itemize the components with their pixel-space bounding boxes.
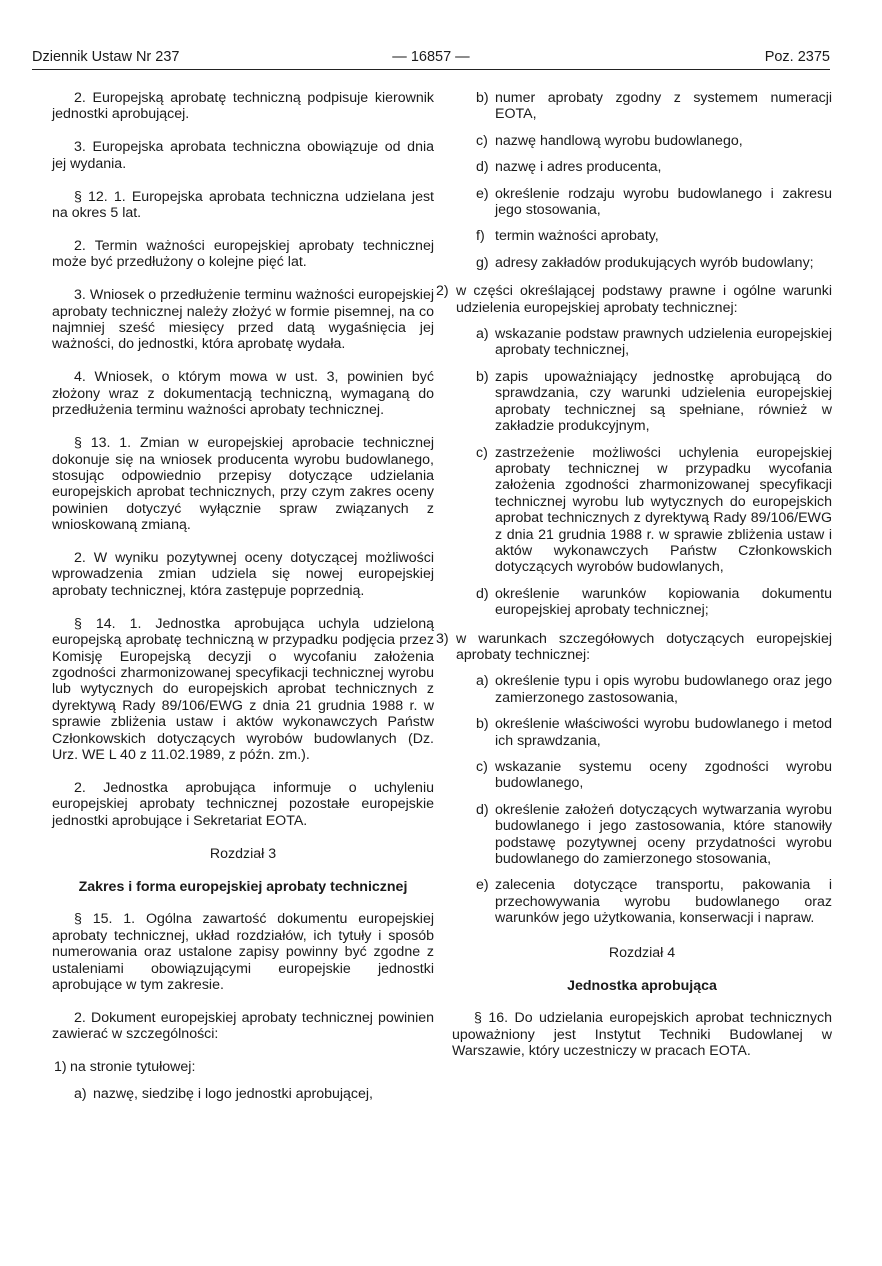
list-item: [476, 186, 832, 219]
list-item: [476, 326, 832, 359]
position-number: Poz. 2375: [764, 49, 830, 65]
list-label: f): [476, 228, 485, 245]
list-text: nazwę, siedzibę i logo jednostki aprobującej,: [93, 1085, 373, 1102]
right-column: [436, 90, 832, 1076]
list-item: [476, 802, 832, 868]
list-text: termin ważności aprobaty,: [495, 228, 659, 245]
list-text: określenie typu i opis wyrobu budowlanego oraz jego zamierzonego zastosowania,: [495, 673, 832, 706]
list-item: [436, 283, 832, 316]
page-header: [32, 49, 830, 70]
chapter-3-title: Zakres i forma europejskiej aprobaty technicznej: [78, 878, 408, 895]
paragraph: 2. Dokument europejskiej aprobaty technicznej powinien zawierać w szczególności:: [52, 1009, 434, 1043]
list-label: a): [476, 673, 489, 690]
section-12-paragraph: § 12. 1. Europejska aprobata techniczna udzielana jest na okres 5 lat.: [52, 188, 434, 222]
list-text: określenie założeń dotyczących wytwarzania wyrobu budowlanego i jego zastosowania, które stanowiły podstawę pozytywnej oceny przydatności wyrobu budowlanego do zamierzonego stosowania,: [495, 801, 832, 868]
list-text: na stronie tytułowej:: [70, 1059, 196, 1076]
list-label: d): [476, 585, 489, 602]
chapter-4-title: Jednostka aprobująca: [567, 977, 717, 994]
list-text: wskazanie systemu oceny zgodności wyrobu budowlanego,: [495, 759, 832, 792]
list-item: [476, 877, 832, 926]
paragraph: 2. Termin ważności europejskiej aprobaty technicznej może być przedłużony o kolejne pięć lat.: [52, 237, 434, 271]
list-item: [476, 369, 832, 435]
list-label: g): [476, 254, 489, 271]
list-label: e): [476, 185, 489, 202]
list-label: d): [476, 801, 489, 818]
list-label: d): [476, 159, 489, 176]
list-text: zapis upoważniający jednostkę aprobującą do sprawdzania, czy warunki udzielenia europejskiej aprobaty technicznej są spełniane, również w zakładzie produkcyjnym,: [495, 368, 832, 435]
list-item: [476, 159, 832, 175]
list-text: nazwę handlową wyrobu budowlanego,: [495, 132, 743, 149]
paragraph: 3. Europejska aprobata techniczna obowiązuje od dnia jej wydania.: [52, 139, 434, 172]
list-item: [476, 255, 832, 271]
list-text: w części określającej podstawy prawne i ogólne warunki udzielenia europejskiej aprobaty technicznej:: [456, 283, 832, 316]
list-label: b): [476, 368, 489, 385]
list-label: c): [476, 759, 488, 775]
list-item: [74, 1086, 434, 1102]
paragraph: 3. Wniosek o przedłużenie terminu ważności europejskiej aprobaty technicznej należy złożyć w formie pisemnej, na co najmniej sześć miesięcy przed datą wygaśnięcia jej ważności, do jednostki, która aprobatę wydała.: [52, 287, 434, 353]
list-item: [476, 759, 832, 792]
section-14-paragraph: § 14. 1. Jednostka aprobująca uchyla udzieloną europejską aprobatę techniczną w przypadku podjęcia przez Komisję Europejską decyzji o wycofaniu założenia zgodności zharmonizowanej specyfikacji technicznej wyrobu lub wytycznych do europejskich aprobat technicznych z dyrektywą Rady 89/106/EWG z dnia 21 grudnia 1988 r. w sprawie zbliżenia ustaw i aktów wykonawczych Państw Członkowskich dotyczących wyrobów budowlanych (Dz. Urz. WE L 40 z 11.02.1989, z późn. zm.).: [52, 615, 434, 763]
left-column: [52, 90, 434, 1112]
list-label: a): [476, 326, 489, 343]
list-label: e): [476, 877, 489, 894]
journal-title: Dziennik Ustaw Nr 237: [32, 49, 180, 65]
chapter-4-heading: Rozdział 4: [608, 944, 676, 961]
list-item: [476, 445, 832, 576]
list-text: określenie właściwości wyrobu budowlanego i metod ich sprawdzania,: [495, 716, 832, 749]
list-item: [476, 133, 832, 149]
list-text: w warunkach szczegółowych dotyczących europejskiej aprobaty technicznej:: [456, 630, 832, 663]
list-label: a): [74, 1085, 87, 1102]
list-label: b): [476, 90, 489, 106]
section-13-paragraph: § 13. 1. Zmian w europejskiej aprobacie technicznej dokonuje się na wniosek producenta wyrobu budowlanego, stosując odpowiednio przepisy dotyczące udzielania europejskich aprobat technicznych, przy czym zakres oceny powinien dotyczyć wyłącznie spraw związanych z wnioskowaną zmianą.: [52, 435, 434, 534]
list-label: c): [476, 132, 488, 149]
list-item: [476, 586, 832, 619]
list-text: nazwę i adres producenta,: [495, 159, 662, 176]
section-16-paragraph: § 16. Do udzielania europejskich aprobat technicznych upoważniony jest Instytut Techniki Budowlanej w Warszawie, który uczestniczy w pracach EOTA.: [452, 1010, 832, 1060]
list-label: 1): [54, 1059, 67, 1076]
paragraph: 2. W wyniku pozytywnej oceny dotyczącej możliwości wprowadzenia zmian udziela się nowej europejskiej aprobaty technicznej, która zastępuje poprzednią.: [52, 550, 434, 599]
paragraph: 2. Europejską aprobatę techniczną podpisuje kierownik jednostki aprobującej.: [52, 90, 434, 123]
list-text: wskazanie podstaw prawnych udzielenia europejskiej aprobaty technicznej,: [495, 326, 832, 359]
list-label: 3): [436, 630, 449, 647]
list-item: [476, 673, 832, 706]
list-label: c): [476, 444, 488, 461]
list-text: określenie rodzaju wyrobu budowlanego i zakresu jego stosowania,: [495, 185, 832, 219]
list-item: [436, 631, 832, 664]
chapter-3-heading: Rozdział 3: [209, 845, 277, 862]
paragraph: 2. Jednostka aprobująca informuje o uchyleniu europejskiej aprobaty technicznej pozostałe europejskie jednostki aprobujące i Sekretariat EOTA.: [52, 779, 434, 829]
list-item: [476, 90, 832, 123]
page-number: — 16857 —: [392, 49, 470, 65]
section-15-paragraph: § 15. 1. Ogólna zawartość dokumentu europejskiej aprobaty technicznej, układ rozdziałów, ich tytuły i sposób numerowania oraz ustalone zapisy powinny być zgodne z ustaleniami obowiązującymi europejskie jednostki aprobujące w tym zakresie.: [52, 911, 434, 994]
list-text: numer aprobaty zgodny z systemem numeracji EOTA,: [495, 90, 832, 123]
list-item: [54, 1059, 434, 1075]
list-text: zastrzeżenie możliwości uchylenia europejskiej aprobaty technicznej w przypadku wycofania założenia zgodności zharmonizowanej specyfikacji technicznej wyrobu lub wytycznych do europejskich aprobat technicznych z dyrektywą Rady 89/106/EWG z dnia 21 grudnia 1988 r. w sprawie zbliżenia ustaw i aktów wykonawczych Państw Członkowskich dotyczących wyrobów budowlanych,: [495, 444, 832, 576]
list-item: [476, 716, 832, 749]
list-text: zalecenia dotyczące transportu, pakowania i przechowywania wyrobu budowlanego oraz warunków jego użytkowania, konserwacji i napraw.: [495, 877, 832, 927]
list-text: określenie warunków kopiowania dokumentu europejskiej aprobaty technicznej;: [495, 585, 832, 619]
paragraph: 4. Wniosek, o którym mowa w ust. 3, powinien być złożony wraz z dokumentacją techniczną, wymaganą do przedłużenia terminu ważności aprobaty technicznej.: [52, 369, 434, 419]
list-item: [476, 228, 832, 244]
list-label: b): [476, 716, 489, 733]
list-text: adresy zakładów produkujących wyrób budowlany;: [495, 254, 814, 271]
list-label: 2): [436, 283, 449, 300]
